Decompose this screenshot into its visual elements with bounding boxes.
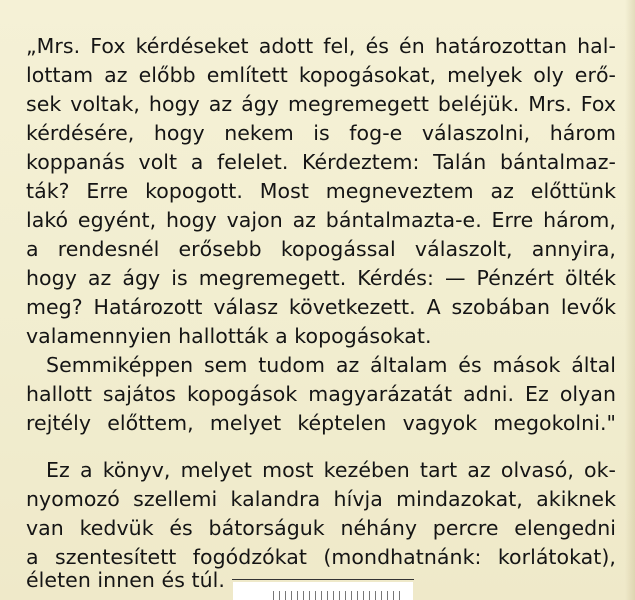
barcode-tick bbox=[285, 591, 286, 600]
barcode-tick bbox=[309, 591, 310, 600]
text-line: a rendesnél erősebb kopogással válaszolt, annyira, bbox=[26, 237, 616, 261]
text-line: Semmiképpen sem tudom az általam és mások által bbox=[46, 353, 616, 377]
text-line: életen innen és túl. bbox=[26, 568, 225, 592]
barcode-tick bbox=[291, 591, 292, 600]
text-line: valamennyien hallották a kopogásokat. bbox=[26, 324, 432, 348]
text-line: lottam az előbb említett kopogásokat, melyek oly erő- bbox=[26, 63, 616, 87]
text-line: rejtély előttem, melyet képtelen vagyok megokolni." bbox=[26, 411, 616, 435]
barcode-sticker bbox=[233, 582, 413, 600]
barcode-tick bbox=[381, 591, 382, 600]
barcode-tick bbox=[357, 591, 358, 600]
barcode-tick bbox=[375, 591, 376, 600]
text-line: ták? Erre kopogott. Most megneveztem az előttünk bbox=[26, 179, 616, 203]
text-line: a szentesített fogódzókat (mondhatnánk: korlátokat), bbox=[26, 545, 616, 569]
scan-edge-shadow bbox=[625, 0, 635, 600]
text-line: hogy az ágy is megremegett. Kérdés: — Pénzért ölték bbox=[26, 266, 616, 290]
barcode-tick bbox=[273, 591, 274, 600]
barcode-tick bbox=[345, 591, 346, 600]
text-line: meg? Határozott válasz következett. A szobában levők bbox=[26, 295, 616, 319]
text-line: sek voltak, hogy az ágy megremegett beléjük. Mrs. Fox bbox=[26, 92, 616, 116]
barcode-tick bbox=[303, 591, 304, 600]
barcode-tick bbox=[315, 591, 316, 600]
barcode-tick bbox=[321, 591, 322, 600]
text-line: van kedvük és bátorságuk néhány percre elengedni bbox=[26, 516, 616, 540]
text-line: nyomozó szellemi kalandra hívja mindazokat, akiknek bbox=[26, 487, 616, 511]
barcode-tick bbox=[351, 591, 352, 600]
text-line: Ez a könyv, melyet most kezében tart az olvasó, ok- bbox=[46, 458, 616, 482]
text-line: „Mrs. Fox kérdéseket adott fel, és én határozottan hal- bbox=[26, 34, 616, 58]
barcode-tick bbox=[339, 591, 340, 600]
barcode-tick bbox=[297, 591, 298, 600]
barcode-tick bbox=[363, 591, 364, 600]
text-line: lakó egyént, hogy vajon az bántalmazta-e. Erre három, bbox=[26, 208, 616, 232]
end-rule bbox=[232, 579, 414, 580]
barcode-tick bbox=[279, 591, 280, 600]
barcode-tick bbox=[387, 591, 388, 600]
barcode-tick bbox=[333, 591, 334, 600]
barcode-tick bbox=[327, 591, 328, 600]
barcode-tick bbox=[399, 591, 400, 600]
text-line: kérdésére, hogy nekem is fog-e válaszolni, három bbox=[26, 121, 616, 145]
text-line: koppanás volt a felelet. Kérdeztem: Talán bántalmaz- bbox=[26, 150, 616, 174]
barcode-tick bbox=[369, 591, 370, 600]
barcode-tick bbox=[393, 591, 394, 600]
text-line: hallott sajátos kopogások magyarázatát adni. Ez olyan bbox=[26, 382, 616, 406]
